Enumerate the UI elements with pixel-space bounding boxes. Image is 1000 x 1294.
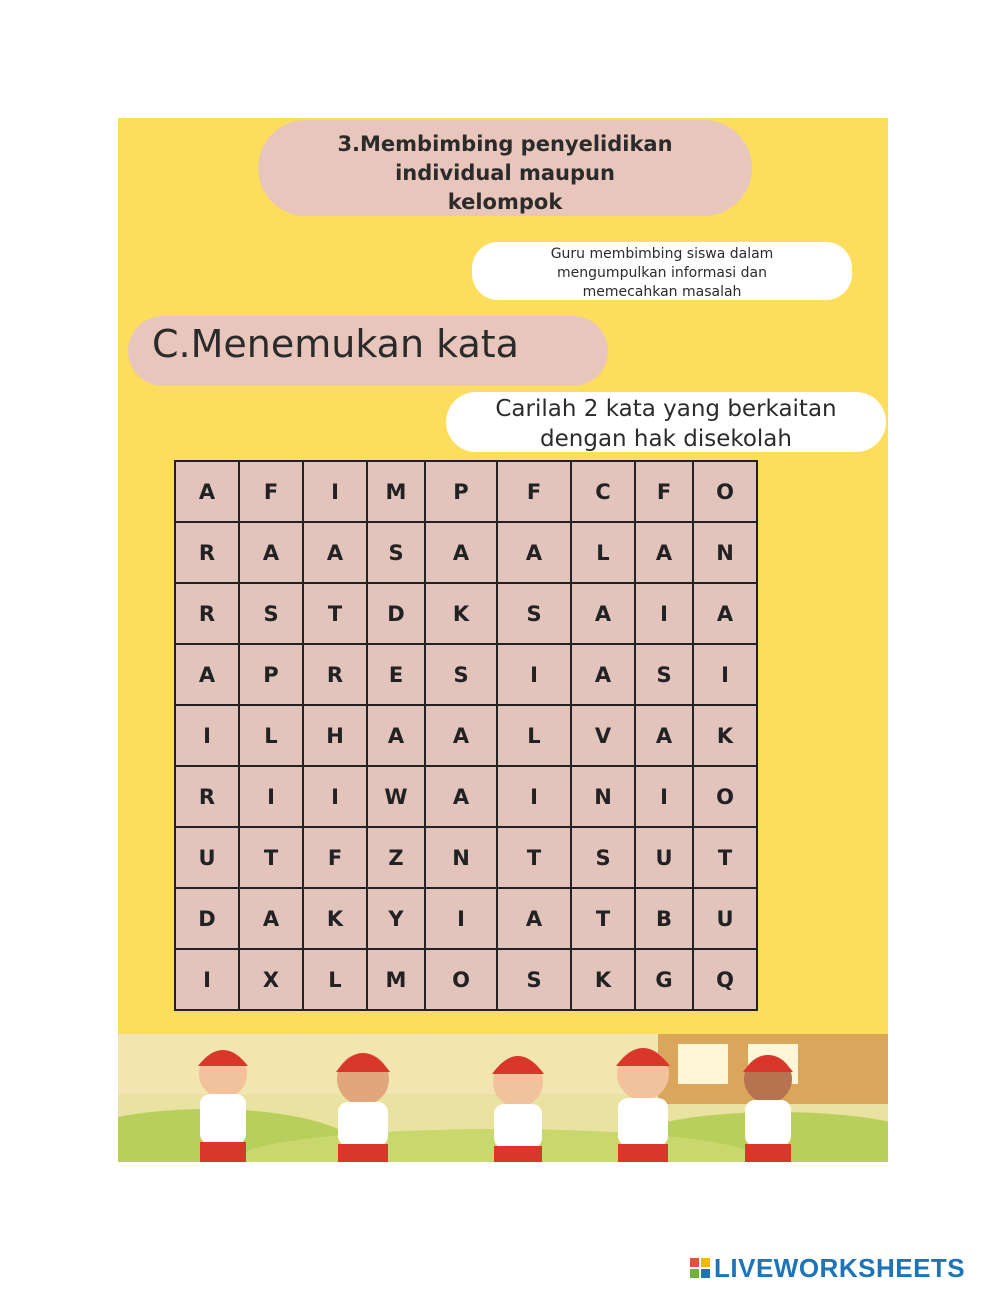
grid-cell[interactable]: I [635,583,693,644]
grid-cell[interactable]: B [635,888,693,949]
grid-cell[interactable]: A [425,766,497,827]
grid-row [175,949,757,1010]
grid-cell[interactable]: A [175,644,239,705]
grid-cell[interactable]: I [497,766,571,827]
description-line: memecahkan masalah [582,284,742,300]
grid-cell[interactable]: T [497,827,571,888]
grid-cell[interactable]: F [303,827,367,888]
grid-cell[interactable]: I [175,949,239,1010]
grid-cell[interactable]: N [693,522,757,583]
grid-cell[interactable]: A [635,522,693,583]
grid-cell[interactable]: R [175,766,239,827]
grid-cell[interactable]: L [303,949,367,1010]
worksheet-page [118,118,888,1162]
grid-cell[interactable]: S [497,583,571,644]
grid-cell[interactable]: I [425,888,497,949]
grid-cell[interactable]: H [303,705,367,766]
grid-cell[interactable]: R [175,522,239,583]
grid-cell[interactable]: I [693,644,757,705]
grid-cell[interactable]: U [175,827,239,888]
grid-cell[interactable]: A [303,522,367,583]
grid-cell[interactable]: S [425,644,497,705]
grid-cell[interactable]: A [693,583,757,644]
grid-cell[interactable]: A [425,705,497,766]
grid-cell[interactable]: Q [693,949,757,1010]
grid-cell[interactable]: F [239,461,303,522]
grid-cell[interactable]: T [239,827,303,888]
illustration-svg [118,1034,888,1162]
description-line: Guru membimbing siswa dalam [550,246,774,262]
grid-cell[interactable]: S [497,949,571,1010]
section-title-line: kelompok [447,190,563,214]
grid-cell[interactable]: Z [367,827,425,888]
grid-cell[interactable]: Y [367,888,425,949]
grid-cell[interactable]: A [571,644,635,705]
grid-cell[interactable]: P [239,644,303,705]
grid-cell[interactable]: I [497,644,571,705]
grid-cell[interactable]: A [175,461,239,522]
grid-cell[interactable]: M [367,461,425,522]
instruction-box [446,392,886,452]
grid-cell[interactable]: I [635,766,693,827]
section-title-line: 3.Membimbing penyelidikan [337,132,673,156]
grid-cell[interactable]: G [635,949,693,1010]
grid-cell[interactable]: U [693,888,757,949]
grid-cell[interactable]: L [571,522,635,583]
grid-cell[interactable]: I [303,766,367,827]
grid-cell[interactable]: P [425,461,497,522]
word-search-grid [174,460,758,1011]
grid-cell[interactable]: N [425,827,497,888]
grid-cell[interactable]: F [497,461,571,522]
grid-cell[interactable]: S [367,522,425,583]
grid-cell[interactable]: O [693,461,757,522]
school-children-illustration [118,1034,888,1162]
grid-cell[interactable]: W [367,766,425,827]
grid-cell[interactable]: V [571,705,635,766]
grid-cell[interactable]: K [571,949,635,1010]
liveworksheets-logo [690,1253,965,1283]
grid-cell[interactable]: I [239,766,303,827]
grid-row [175,583,757,644]
section-title [258,120,752,216]
grid-cell[interactable]: A [571,583,635,644]
grid-cell[interactable]: O [693,766,757,827]
grid-row [175,766,757,827]
grid-cell[interactable]: A [635,705,693,766]
grid-cell[interactable]: E [367,644,425,705]
grid-cell[interactable]: S [239,583,303,644]
grid-row [175,888,757,949]
section-title-line: individual maupun [395,161,615,185]
grid-cell[interactable]: D [367,583,425,644]
grid-cell[interactable]: I [175,705,239,766]
grid-cell[interactable]: C [571,461,635,522]
brand-name: LIVEWORKSHEETS [714,1252,966,1283]
instruction-line: Carilah 2 kata yang berkaitan [495,396,837,422]
logo-icon [690,1258,710,1278]
grid-cell[interactable]: A [239,522,303,583]
grid-cell[interactable]: A [497,522,571,583]
grid-row [175,461,757,522]
grid-cell[interactable]: A [367,705,425,766]
grid-cell[interactable]: K [693,705,757,766]
grid-cell[interactable]: T [571,888,635,949]
description-box [472,242,852,300]
grid-row [175,522,757,583]
instruction-line: dengan hak disekolah [540,426,792,452]
grid-row [175,644,757,705]
grid-cell[interactable]: F [635,461,693,522]
grid-cell[interactable]: T [693,827,757,888]
grid-row [175,827,757,888]
grid-cell[interactable]: L [497,705,571,766]
grid-cell[interactable]: M [367,949,425,1010]
grid-cell[interactable]: T [303,583,367,644]
grid-cell[interactable]: N [571,766,635,827]
description-line: mengumpulkan informasi dan [557,265,767,281]
grid-cell[interactable]: I [303,461,367,522]
grid-cell[interactable]: S [571,827,635,888]
grid-cell[interactable]: U [635,827,693,888]
grid-cell[interactable]: L [239,705,303,766]
grid-cell[interactable]: R [175,583,239,644]
grid-cell[interactable]: A [239,888,303,949]
grid-cell[interactable]: A [497,888,571,949]
grid-row [175,705,757,766]
grid-cell[interactable]: A [425,522,497,583]
grid-cell[interactable]: O [425,949,497,1010]
grid-cell[interactable]: K [303,888,367,949]
activity-heading: C.Menemukan kata [128,316,608,386]
grid-cell[interactable]: K [425,583,497,644]
grid-cell[interactable]: R [303,644,367,705]
grid-cell[interactable]: X [239,949,303,1010]
grid-cell[interactable]: S [635,644,693,705]
grid-cell[interactable]: D [175,888,239,949]
